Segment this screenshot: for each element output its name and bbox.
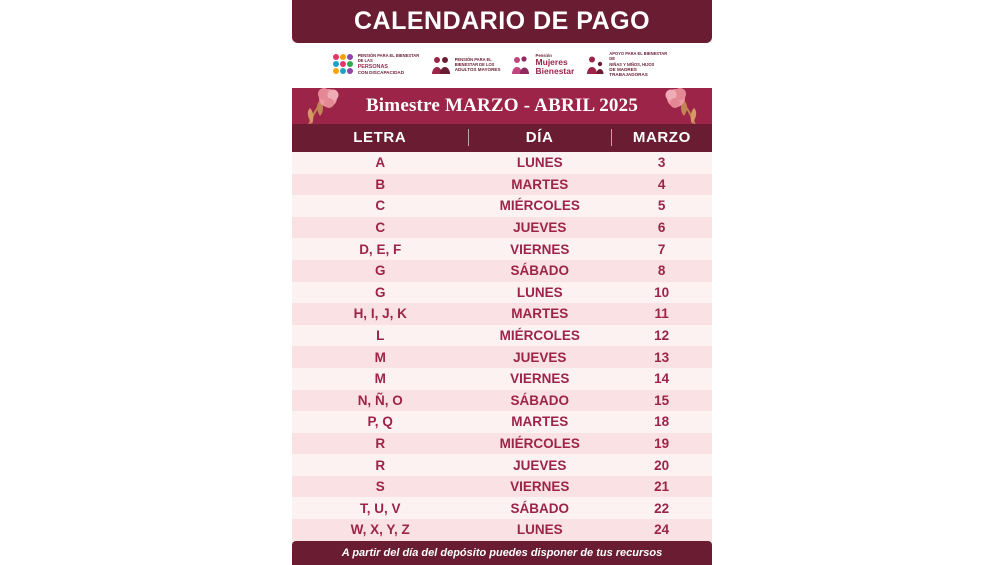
cell-letra: C <box>375 198 386 214</box>
cell-letra: M <box>374 371 386 387</box>
page-title: CALENDARIO DE PAGO <box>353 7 651 36</box>
cell-mes: 3 <box>657 155 666 171</box>
cell-dia: MARTES <box>511 414 569 430</box>
cell-dia: LUNES <box>516 155 563 171</box>
cell-letra: R <box>375 436 386 451</box>
payment-calendar-poster <box>292 0 712 565</box>
cell-mes: 13 <box>654 349 670 365</box>
table-row <box>292 152 712 174</box>
table-row <box>292 433 712 455</box>
cell-letra: M <box>374 349 386 365</box>
cell-dia: LUNES <box>516 284 563 300</box>
table-row <box>292 217 712 239</box>
cell-mes: 5 <box>657 198 666 214</box>
logo-mujeres-bienestar-text <box>536 53 575 76</box>
cell-letra: R <box>375 457 386 473</box>
cell-mes: 6 <box>657 220 666 236</box>
cell-dia: VIERNES <box>510 371 570 387</box>
logo-mujeres-bienestar <box>511 53 575 76</box>
logo-line-3: CON DISCAPACIDAD <box>357 70 405 76</box>
logo-pension-discapacidad-text <box>358 53 420 76</box>
cell-mes: 19 <box>654 436 670 451</box>
cell-mes: 14 <box>654 371 670 387</box>
calendar-rows <box>292 152 712 541</box>
cell-mes: 8 <box>657 263 666 279</box>
logo-line-2: BIENESTAR DE LOS <box>454 61 495 67</box>
logo-pension-adultos-mayores <box>430 54 501 76</box>
table-row <box>292 238 712 260</box>
logo-pension-adultos-mayores-text <box>455 57 501 73</box>
table-row <box>292 282 712 304</box>
cell-mes: 22 <box>654 500 670 516</box>
cell-mes: 21 <box>654 479 670 495</box>
cell-mes: 12 <box>654 328 670 344</box>
table-row <box>292 174 712 196</box>
logo-line-2: Mujeres <box>535 57 568 68</box>
table-row <box>292 454 712 476</box>
flower-icon <box>298 88 356 124</box>
cell-dia: MIÉRCOLES <box>499 436 580 451</box>
cell-dia: MARTES <box>511 306 569 322</box>
elderly-couple-icon <box>430 54 452 76</box>
logo-madres-trabajadoras <box>584 51 671 78</box>
cell-mes: 7 <box>657 241 666 257</box>
cell-letra: H, I, J, K <box>353 306 407 322</box>
cell-letra: C <box>375 220 386 236</box>
logo-line-2: NIÑAS Y NIÑOS, HIJOS <box>609 61 655 67</box>
cell-letra: G <box>374 284 386 300</box>
cell-letra: L <box>376 328 385 344</box>
women-icon <box>511 54 533 76</box>
table-row <box>292 325 712 347</box>
cell-dia: SÁBADO <box>510 263 570 279</box>
logo-line-3: DE MADRES TRABAJADORAS <box>609 66 648 78</box>
table-row <box>292 497 712 519</box>
logo-pension-discapacidad <box>333 53 420 76</box>
cell-dia: JUEVES <box>513 220 567 236</box>
cell-dia: VIERNES <box>510 241 570 257</box>
cell-letra: N, Ñ, O <box>357 392 403 408</box>
dots-icon <box>333 54 355 76</box>
column-header-letra: LETRA <box>353 129 407 147</box>
column-header-dia: DÍA <box>468 129 612 146</box>
table-row <box>292 519 712 541</box>
cell-dia: SÁBADO <box>510 500 570 516</box>
cell-dia: VIERNES <box>510 479 570 495</box>
cell-letra: B <box>375 176 386 192</box>
table-row <box>292 476 712 498</box>
cell-letra: W, X, Y, Z <box>350 522 410 538</box>
cell-dia: LUNES <box>516 522 563 538</box>
column-header-mes: MARZO <box>632 129 691 147</box>
cell-dia: MIÉRCOLES <box>499 328 580 344</box>
footer-note-bar <box>292 541 712 565</box>
logo-madres-trabajadoras-text <box>609 51 671 78</box>
poster-title-bar <box>292 0 712 43</box>
cell-mes: 11 <box>654 306 669 322</box>
logo-line-1: Pensión <box>535 53 552 59</box>
table-row <box>292 260 712 282</box>
cell-letra: S <box>375 479 385 495</box>
table-row <box>292 303 712 325</box>
logo-line-1: PENSIÓN PARA EL BIENESTAR DE LAS <box>357 53 420 64</box>
cell-letra: A <box>375 155 386 171</box>
logo-line-3: ADULTOS MAYORES <box>454 66 501 72</box>
bimester-band <box>292 88 712 124</box>
bimester-label: Bimestre MARZO - ABRIL 2025 <box>365 95 639 117</box>
table-row <box>292 390 712 412</box>
cell-dia: SÁBADO <box>510 392 570 408</box>
cell-mes: 24 <box>654 522 670 538</box>
cell-mes: 18 <box>654 414 670 430</box>
cell-dia: JUEVES <box>513 349 567 365</box>
logo-line-2: PERSONAS <box>357 63 388 70</box>
table-header-row <box>292 124 712 152</box>
logo-line-3: Bienestar <box>535 66 575 77</box>
table-row <box>292 346 712 368</box>
cell-letra: T, U, V <box>359 500 401 516</box>
cell-dia: MIÉRCOLES <box>499 198 580 214</box>
table-row <box>292 368 712 390</box>
cell-dia: MARTES <box>511 176 569 192</box>
cell-mes: 20 <box>654 457 670 473</box>
cell-dia: JUEVES <box>513 457 567 473</box>
flower-icon <box>648 88 706 124</box>
logo-line-1: APOYO PARA EL BIENESTAR DE <box>609 51 668 62</box>
cell-letra: G <box>374 263 386 279</box>
program-logos <box>292 43 712 88</box>
cell-mes: 4 <box>657 176 666 192</box>
logo-line-1: PENSIÓN PARA EL <box>454 56 492 62</box>
footer-note: A partir del día del depósito puedes disponer de tus recursos <box>341 546 663 559</box>
cell-letra: P, Q <box>367 414 393 430</box>
table-row <box>292 411 712 433</box>
table-row <box>292 195 712 217</box>
cell-mes: 10 <box>654 284 670 300</box>
cell-letra: D, E, F <box>359 241 402 257</box>
cell-mes: 15 <box>654 392 670 408</box>
mother-child-icon <box>584 54 606 76</box>
